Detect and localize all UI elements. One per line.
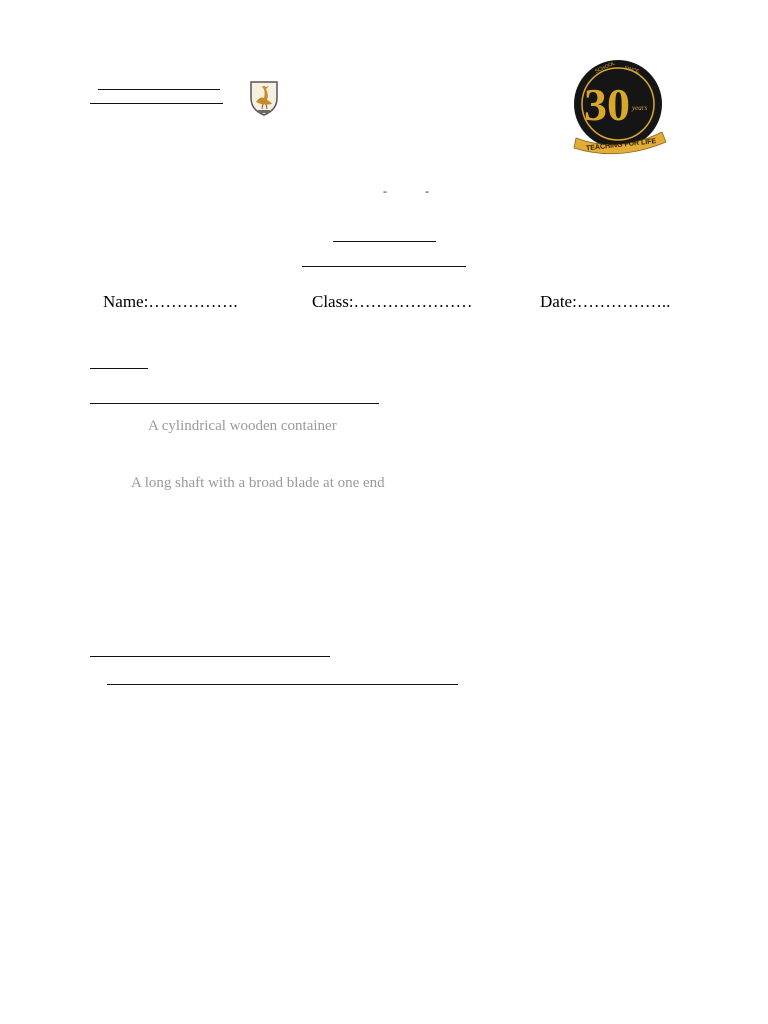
school-crest-icon	[248, 78, 280, 116]
name-field-label: Name:…………….	[103, 292, 238, 311]
title-dash-right: -	[425, 184, 429, 198]
svg-text:SCHOOL: SCHOOL	[594, 60, 616, 75]
header-rule-1	[98, 89, 220, 90]
section-rule-2	[90, 403, 379, 404]
description-cylindrical-container: A cylindrical wooden container	[148, 418, 337, 434]
header-rule-2	[90, 103, 223, 104]
badge-number: 30	[584, 79, 630, 130]
class-field-label: Class:…………………	[312, 292, 473, 311]
badge-years-text: years	[632, 104, 648, 112]
anniversary-badge	[566, 58, 670, 158]
title-dash-left: -	[383, 184, 387, 198]
section-rule-1	[90, 368, 148, 369]
section-rule-3	[90, 656, 330, 657]
description-long-shaft: A long shaft with a broad blade at one end	[131, 475, 385, 491]
title-rule-1	[333, 241, 436, 242]
date-field-label: Date:……………..	[540, 292, 671, 311]
svg-text:SINCE: SINCE	[623, 65, 640, 75]
badge-tagline: TEACHING FOR LIFE	[585, 138, 657, 153]
section-rule-4	[107, 684, 458, 685]
title-rule-2	[302, 266, 466, 267]
